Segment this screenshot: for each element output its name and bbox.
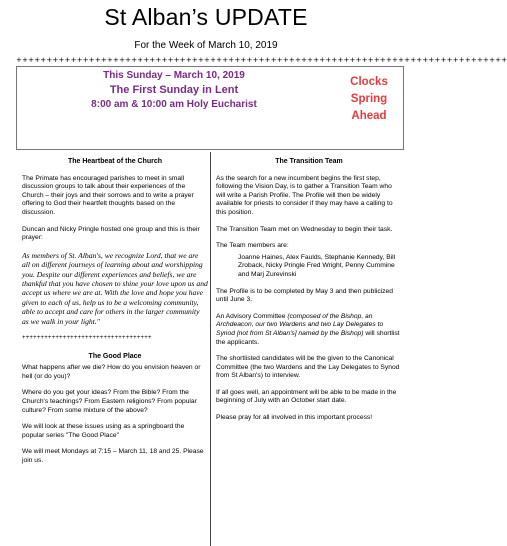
service-times: 8:00 am & 10:00 am Holy Eucharist [91, 99, 257, 110]
clocks-word-2: Spring [350, 93, 388, 105]
newsletter-title: St Alban’s UPDATE [104, 4, 308, 30]
sunday-notice [16, 70, 332, 113]
good-place-p2: Where do you get your ideas? From the Bible? From the Church's teachings? From Eastern religions? From popular culture? From some mixture of the above? [22, 389, 197, 414]
advisory-composition: (composed of the Bishop, an Archdeacon, our two Wardens and two Lay Delegates to Synod [not from St Alban's] named by the Bishop) [216, 312, 384, 337]
good-place-heading: The Good Place [88, 352, 142, 360]
advisory-lead: An Advisory Committee [216, 312, 288, 320]
good-place-p4: We will meet Mondays at 7:15 – March 11, 18 and 25. Please join us. [22, 448, 204, 464]
heartbeat-p2: Duncan and Nicky Pringle hosted one group and this is their prayer: [22, 225, 200, 242]
sunday-name: The First Sunday in Lent [109, 84, 239, 96]
clocks-spring-ahead [336, 74, 402, 125]
clocks-word-3: Ahead [351, 110, 387, 122]
transition-p8: Please pray for all involved in this important process! [216, 414, 373, 422]
heartbeat-p1: The Primate has encouraged parishes to meet in small discussion groups to talk about their experiences of the Church – their joys and their sorrows and to write a prayer offering to God their heartfelt thoughts based on the discussion. [22, 174, 194, 216]
clocks-word-1: Clocks [350, 76, 388, 88]
team-members: Joanne Haines, Alex Faulds, Stephanie Kennedy, Bill Zroback, Nicky Pringle Fred Wright, Penny Cummine and Marj Zurevinski [238, 253, 396, 278]
transition-p4: The Profile is to be completed by May 3 and then publicized until June 3. [216, 287, 393, 304]
transition-heading: The Transition Team [275, 158, 343, 165]
advisory-tail: will shortlist the applicants. [216, 329, 400, 346]
heartbeat-heading: The Heartbeat of the Church [67, 158, 163, 165]
transition-p7: If all goes well, an appointment will be able to be made in the beginning of July with an October start date. [216, 388, 397, 405]
transition-p2: The Transition Team met on Wednesday to begin their task. [216, 225, 393, 233]
column-divider [210, 152, 211, 546]
good-place-p3: We will look at these issues using as a springboard the popular series "The Good Place" [22, 423, 185, 439]
transition-p1: As the search for a new incumbent begins the first step, following the Vision Day, is to gather a Transition Team who will write a Parish Profile. The Profile will then be widely available for priests to consider if they may have a calling to this position. [216, 174, 393, 216]
cross-separator: +++++++++++++++++++++++++++++++++++ [22, 335, 152, 341]
week-line: For the Week of March 10, 2019 [134, 40, 278, 51]
transition-p3: The Team members are: [216, 242, 289, 250]
right-column [216, 152, 402, 431]
good-place-p1: What happens after we die? How do you envision heaven or hell (or do you)? [22, 364, 201, 380]
prayer-text: As members of St. Alban's, we recognize Lord, that we are all on different journeys of learning about and worshipping you. Despite our different experiences and beliefs, we are thankful that you have chosen to shine your love upon us and accept us where we are at. With the love and hope you have given to each of us, help us to be a welcoming community, able to accept and care for others in the larger community as we walk in your light." [22, 250, 208, 326]
left-column [22, 152, 208, 474]
transition-p5 [216, 313, 402, 347]
transition-p6: The shortlisted candidates will be the given to the Canonical Committee (the two Wardens and the Lay Delegates to Synod from St Alban's) to interview. [216, 355, 400, 380]
sunday-date: This Sunday – March 10, 2019 [103, 70, 245, 81]
cross-border-top: +++++++++++++++++++++++++++++++++++++++++++++++++++++++++++++++++++++++++++++++++ [16, 56, 507, 64]
